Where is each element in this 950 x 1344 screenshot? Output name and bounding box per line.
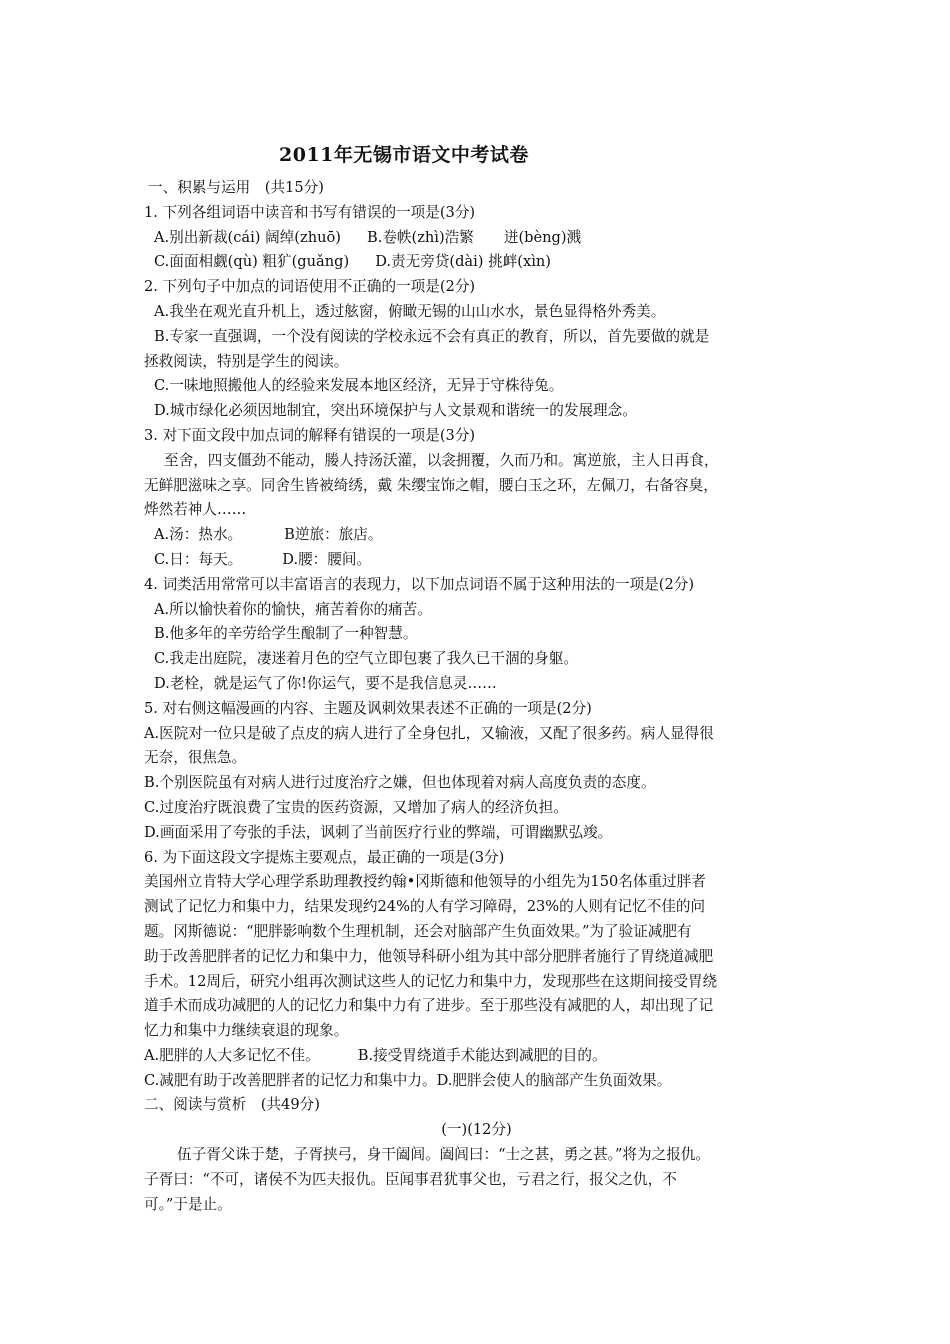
- q4-option-c: C.我走出庭院，凄迷着月色的空气立即包裹了我久已干涸的身躯。: [154, 650, 578, 668]
- q3-option-d: D.腰：腰间。: [282, 550, 372, 568]
- q6-stem: 6. 为下面这段文字提炼主要观点，最正确的一项是(3分): [144, 848, 505, 866]
- q5-option-a-line1: A.医院对一位只是破了点皮的病人进行了全身包扎，又输液，又配了很多药。病人显得很: [144, 724, 714, 742]
- q3-option-a: A.汤：热水。: [154, 526, 243, 544]
- q1-options-row2: [144, 250, 809, 275]
- q6-passage-line7: 忆力和集中力继续衰退的现象。: [144, 1022, 349, 1040]
- section1-heading: 一、积累与运用 (共15分): [148, 179, 324, 196]
- section2-part1-title: (一)(12分): [441, 1121, 512, 1139]
- q3-options-row2: [144, 548, 809, 573]
- q3-options-row1: [144, 523, 809, 548]
- section2-passage-line2: 子胥曰：“不可，诸侯不为匹夫报仇。臣闻事君犹事父也，亏君之行，报父之仇，不: [144, 1170, 677, 1188]
- q6-options-row1: [144, 1044, 809, 1069]
- q5-stem: 5. 对右侧这幅漫画的内容、主题及讽刺效果表述不正确的一项是(2分): [144, 699, 592, 717]
- q6-option-b: B.接受胃绕道手术能达到减肥的目的。: [357, 1046, 607, 1064]
- q6-options-row2: [144, 1069, 809, 1094]
- q3-passage-line2: 无鲜肥滋味之享。同舍生皆被绮绣，戴 朱缨宝饰之帽，腰白玉之环，左佩刀，右备容臭，: [144, 476, 718, 494]
- q5-option-d: D.画面采用了夸张的手法，讽刺了当前医疗行业的弊端，可谓幽默弘竣。: [144, 823, 613, 841]
- q2-stem: 2. 下列句子中加点的词语使用不正确的一项是(2分): [144, 278, 476, 296]
- q6-passage-line6: 道手术而成功减肥的人的记忆力和集中力有了进步。至于那些没有减肥的人，却出现了记: [144, 997, 714, 1015]
- q3-passage-line1: 至舍，四支僵劲不能动，媵人持汤沃灌，以衾拥覆，久而乃和。寓逆旅，主人日再食，: [164, 451, 719, 469]
- q1-options-row1: [144, 226, 809, 251]
- q2-option-d: D.城市绿化必须因地制宜，突出环境保护与人文景观和谐统一的发展理念。: [154, 402, 637, 420]
- q3-option-b: B逆旅：旅店。: [284, 526, 383, 544]
- q5-option-a-line2: 无奈，很焦急。: [144, 749, 247, 767]
- q5-option-c: C.过度治疗既浪费了宝贵的医药资源，又增加了病人的经济负担。: [144, 798, 568, 816]
- q2-option-b-line1: B.专家一直强调，一个没有阅读的学校永远不会有真正的教育，所以，首先要做的就是: [154, 327, 710, 345]
- q3-option-c: C.日：每天。: [154, 550, 243, 568]
- q2-option-b-line2: 拯救阅读，特别是学生的阅读。: [144, 352, 349, 370]
- q6-passage-line4: 助于改善肥胖者的记忆力和集中力，他领导科研小组为其中部分肥胖者施行了胃绕道减肥: [144, 947, 714, 965]
- q1-option-d: D.责无旁贷(dài) 挑衅(xìn): [375, 253, 551, 271]
- q6-passage-line5: 手术。12周后，研究小组再次测试这些人的记忆力和集中力，发现那些在这期间接受胃绕: [144, 972, 718, 990]
- q6-passage-line3: 题。冈斯德说：“肥胖影响数个生理机制，还会对脑部产生负面效果。”为了验证减肥有: [144, 922, 692, 940]
- q2-option-a: A.我坐在观光直升机上，透过舷窗，俯瞰无锡的山山水水，景色显得格外秀美。: [154, 302, 666, 320]
- q4-stem: 4. 词类活用常常可以丰富语言的表现力，以下加点词语不属于这种用法的一项是(2分): [144, 575, 695, 593]
- q5-option-b: B.个别医院虽有对病人进行过度治疗之嫌，但也体现着对病人高度负责的态度。: [144, 774, 656, 792]
- exam-content: [144, 176, 809, 1217]
- q6-option-d: D.肥胖会使人的脑部产生负面效果。: [436, 1071, 672, 1089]
- q2-option-c: C.一味地照搬他人的经验来发展本地区经济，无异于守株待兔。: [154, 377, 564, 395]
- q3-stem: 3. 对下面文段中加点词的解释有错误的一项是(3分): [144, 426, 476, 444]
- q4-option-d: D.老栓，就是运气了你!你运气，要不是我信息灵……: [154, 674, 497, 692]
- section2-heading: 二、阅读与赏析 (共49分): [144, 1096, 320, 1114]
- q4-option-b: B.他多年的辛劳给学生酿制了一种智慧。: [154, 625, 418, 643]
- q4-option-a: A.所以愉快着你的愉快，痛苦着你的痛苦。: [154, 600, 432, 618]
- q6-option-c: C.减肥有助于改善肥胖者的记忆力和集中力。: [144, 1071, 437, 1089]
- q1-option-c: C.面面相觑(qù) 粗犷(guǎng): [154, 253, 350, 271]
- q1-option-b-word2: 迸(bèng)溅: [503, 228, 582, 246]
- q1-option-b: B.卷帙(zhì)浩繁: [366, 228, 474, 246]
- section2-passage-line3: 可。”于是止。: [144, 1195, 232, 1213]
- q6-passage-line1: 美国州立肯特大学心理学系助理教授约翰•冈斯德和他领导的小组先为150名体重过胖者: [144, 873, 706, 891]
- q6-passage-line2: 测试了记忆力和集中力，结果发现约24%的人有学习障碍，23%的人则有记忆不佳的问: [144, 898, 706, 916]
- q1-stem: 1. 下列各组词语中读音和书写有错误的一项是(3分): [144, 203, 476, 221]
- section2-passage-line1: 伍子胥父诛于楚，子胥挟弓，身干阖闾。阖闾曰：“士之甚，勇之甚。”将为之报仇。: [177, 1146, 710, 1164]
- q3-passage-line3: 烨然若神人……: [144, 501, 247, 519]
- q1-option-a: A.别出新裁(cái) 阔绰(zhuō): [154, 228, 341, 246]
- page-title: 2011年无锡市语文中考试卷: [279, 144, 529, 166]
- q6-option-a: A.肥胖的人大多记忆不佳。: [144, 1046, 320, 1064]
